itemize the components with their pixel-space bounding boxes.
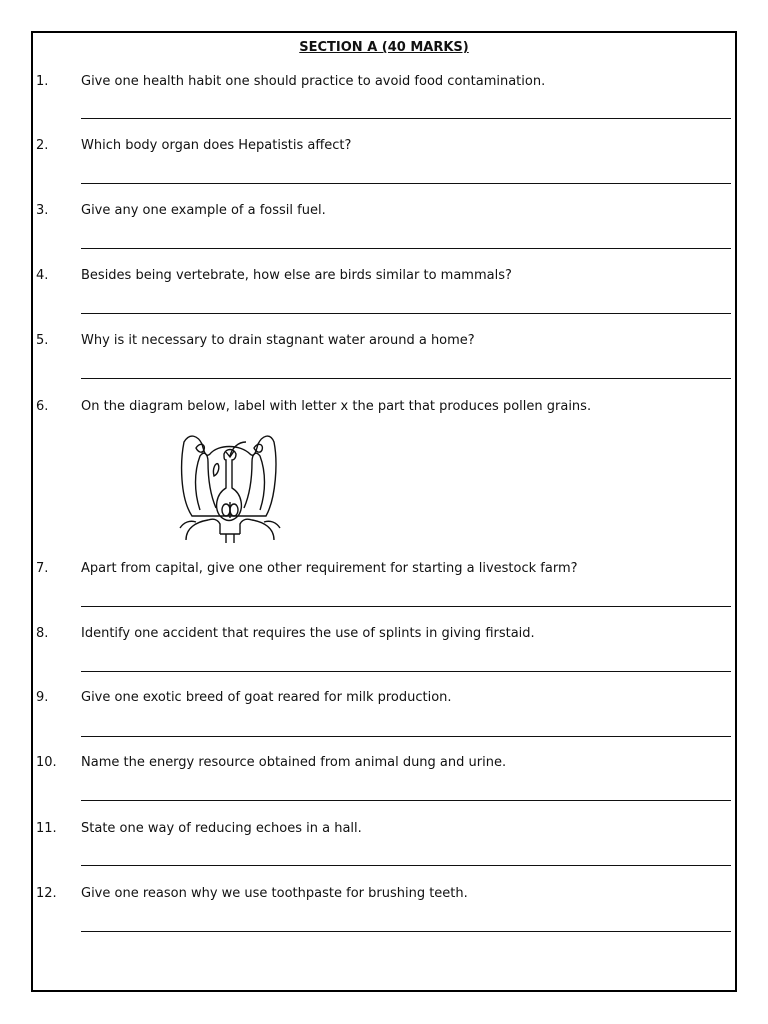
answer-line[interactable] <box>81 736 731 737</box>
question-text: Apart from capital, give one other requirement for starting a livestock farm? <box>81 561 578 576</box>
question-text: On the diagram below, label with letter x the part that produces pollen grains. <box>81 399 592 414</box>
answer-line[interactable] <box>81 183 731 184</box>
answer-line[interactable] <box>81 671 731 672</box>
question-number: 11. <box>36 821 57 836</box>
question-text: State one way of reducing echoes in a hall. <box>81 821 362 836</box>
question-text: Identify one accident that requires the use of splints in giving firstaid. <box>81 626 535 641</box>
answer-line[interactable] <box>81 931 731 932</box>
question-text: Why is it necessary to drain stagnant water around a home? <box>81 333 475 348</box>
question-text: Give any one example of a fossil fuel. <box>81 203 326 218</box>
question-number: 5. <box>36 333 49 348</box>
answer-line[interactable] <box>81 313 731 314</box>
question-number: 3. <box>36 203 49 218</box>
flower-diagram[interactable] <box>174 428 284 543</box>
answer-line[interactable] <box>81 606 731 607</box>
question-number: 2. <box>36 138 49 153</box>
paper-border <box>31 31 737 992</box>
question-text: Name the energy resource obtained from animal dung and urine. <box>81 755 507 770</box>
question-text: Give one exotic breed of goat reared for milk production. <box>81 690 452 705</box>
answer-line[interactable] <box>81 118 731 119</box>
question-text: Give one reason why we use toothpaste for brushing teeth. <box>81 886 468 901</box>
question-number: 12. <box>36 886 57 901</box>
question-text: Give one health habit one should practice to avoid food contamination. <box>81 74 546 89</box>
question-number: 7. <box>36 561 49 576</box>
answer-line[interactable] <box>81 865 731 866</box>
question-number: 4. <box>36 268 49 283</box>
answer-line[interactable] <box>81 378 731 379</box>
answer-line[interactable] <box>81 800 731 801</box>
question-text: Besides being vertebrate, how else are birds similar to mammals? <box>81 268 512 283</box>
question-number: 1. <box>36 74 49 89</box>
question-number: 10. <box>36 755 57 770</box>
question-number: 9. <box>36 690 49 705</box>
question-text: Which body organ does Hepatistis affect? <box>81 138 352 153</box>
question-number: 8. <box>36 626 49 641</box>
section-title: SECTION A (40 MARKS) <box>299 40 469 55</box>
answer-line[interactable] <box>81 248 731 249</box>
question-number: 6. <box>36 399 49 414</box>
